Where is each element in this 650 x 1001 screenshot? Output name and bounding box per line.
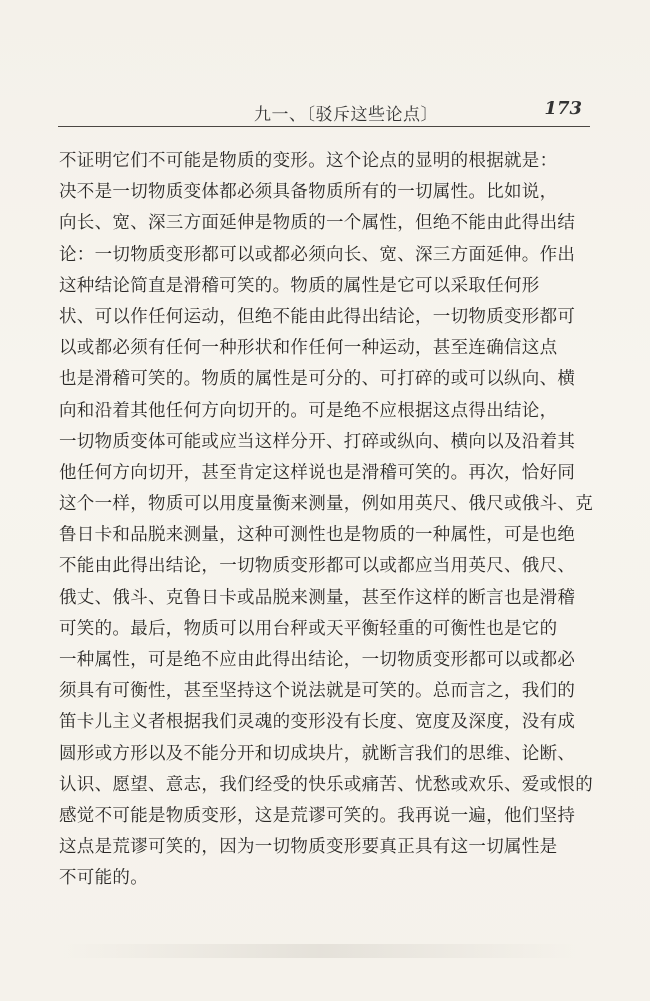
text-line: 他任何方向切开，甚至肯定这样说也是滑稽可笑的。再次，恰好同 bbox=[59, 462, 576, 483]
show-through-shadow bbox=[60, 944, 580, 958]
text-line: 向和沿着其他任何方向切开的。可是绝不应根据这点得出结论， bbox=[59, 400, 558, 421]
text-line: 笛卡儿主义者根据我们灵魂的变形没有长度、宽度及深度，没有成 bbox=[59, 712, 576, 733]
text-line: 不能由此得出结论，一切物质变形都可以或都应当用英尺、俄尺、 bbox=[59, 556, 576, 577]
text-line: 向长、宽、深三方面延伸是物质的一个属性，但绝不能由此得出结 bbox=[59, 213, 576, 234]
text-line: 圆形或方形以及不能分开和切成块片，就断言我们的思维、论断、 bbox=[59, 743, 576, 764]
text-line: 这点是荒谬可笑的，因为一切物质变形要真正具有这一切属性是 bbox=[59, 837, 558, 858]
text-line: 一种属性，可是绝不应由此得出结论，一切物质变形都可以或都必 bbox=[59, 650, 576, 670]
text-line: 状、可以作任何运动，但绝不能由此得出结论，一切物质变形都可 bbox=[59, 306, 576, 327]
text-line: 可笑的。最后，物质可以用台秤或天平衡轻重的可衡性也是它的 bbox=[59, 618, 558, 639]
text-line: 决不是一切物质变体都必须具备物质所有的一切属性。比如说， bbox=[59, 182, 558, 203]
running-header bbox=[58, 96, 590, 127]
text-line: 这种结论简直是滑稽可笑的。物质的属性是它可以采取任何形 bbox=[59, 275, 540, 296]
text-line: 俄丈、俄斗、克鲁日卡或品脱来测量，甚至作这样的断言也是滑稽 bbox=[59, 587, 576, 608]
text-line: 不可能的。 bbox=[59, 868, 148, 889]
text-line: 以或都必须有任何一种形状和作任何一种运动，甚至连确信这点 bbox=[59, 338, 558, 359]
text-line: 须具有可衡性，甚至坚持这个说法就是可笑的。总而言之，我们的 bbox=[59, 681, 576, 702]
chapter-title: 九一、〔驳斥这些论点〕 bbox=[254, 105, 438, 125]
text-line: 感觉不可能是物质变形，这是荒谬可笑的。我再说一遍，他们坚持 bbox=[59, 805, 576, 826]
text-line: 论：一切物质变形都可以或都必须向长、宽、深三方面延伸。作出 bbox=[59, 244, 576, 265]
page-number: 173 bbox=[544, 98, 582, 119]
body-text bbox=[59, 146, 599, 895]
text-line: 一切物质变体可能或应当这样分开、打碎或纵向、横向以及沿着其 bbox=[59, 431, 576, 452]
text-line: 不证明它们不可能是物质的变形。这个论点的显明的根据就是： bbox=[59, 151, 558, 171]
text-line: 也是滑稽可笑的。物质的属性是可分的、可打碎的或可以纵向、横 bbox=[59, 369, 576, 390]
text-line: 这个一样，物质可以用度量衡来测量，例如用英尺、俄尺或俄斗、克 bbox=[59, 494, 593, 515]
text-line: 鲁日卡和品脱来测量，这种可测性也是物质的一种属性，可是也绝 bbox=[59, 525, 576, 546]
text-line: 认识、愿望、意志，我们经受的快乐或痛苦、忧愁或欢乐、爱或恨的 bbox=[59, 774, 593, 795]
